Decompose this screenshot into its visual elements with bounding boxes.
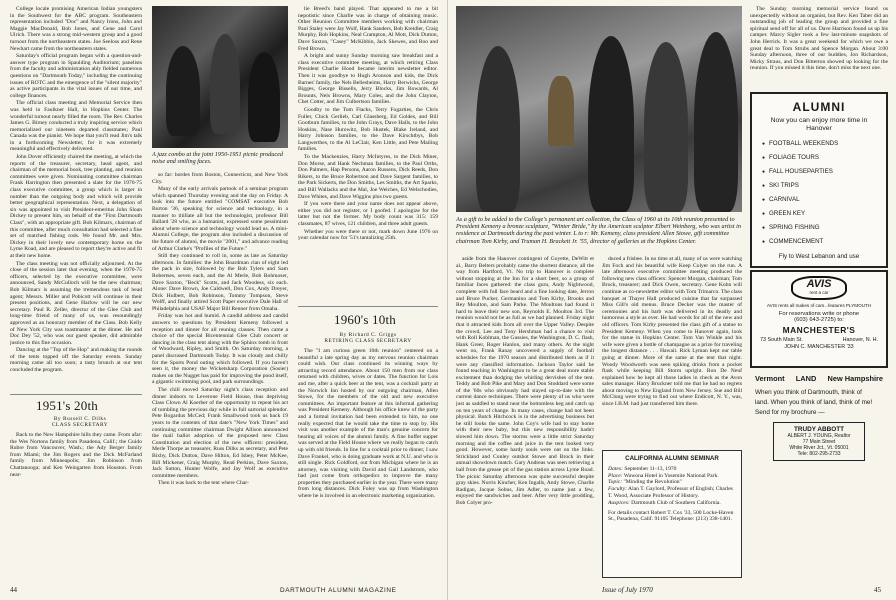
seminar-auspices-value: Dartmouth Club of Southern California.	[631, 499, 721, 506]
byline-role: RETIRING CLASS SECRETARY	[324, 338, 412, 344]
land-ad-nh: New Hampshire	[827, 374, 883, 383]
alumni-ad-item: ● FOLIAGE TOURS	[762, 151, 882, 165]
seminar-faculty	[608, 486, 736, 500]
person-figure	[476, 46, 520, 212]
page-number-right: 45	[874, 586, 881, 594]
alumni-ad-item: ● SKI TRIPS	[762, 179, 882, 193]
seminar-faculty-value: Alan T. Gaylord, Professor of English; Charles T. Wood, Associate Professor of History.	[608, 486, 733, 499]
article-text: To the Mackenzies, Harry McIntyres, to the Dick Miner, Don Morse, and Hank Nechman families, to the Paul Orths, Don Palmers, Hap Persons, Aaron Russens, Dick Reeds, Don Rikers, to the Bruce Robertson and Dave Sargent families, to the Park Sickerts, the Don Smiths, Les Smiths, the Art Sparks, and Bill Wallacks and the Mal, Joe Welches, Ed Welschodies, Dave Whites, and Dave Wiggins plus two guests.	[298, 154, 438, 200]
headline-1960: 1960's 10th	[334, 312, 396, 327]
avis-address-town: Hanover, N. H.	[842, 337, 878, 343]
jazz-combo-photo	[152, 6, 288, 148]
avis-address	[756, 337, 882, 343]
alumni-ad-item: ● CARNIVAL	[762, 193, 882, 207]
right-col-b	[602, 256, 742, 446]
land-ad-land: LAND	[795, 374, 817, 383]
article-text: Back to the New Hampshire hills they came. From afar: the Wes Nortons family from Pasadena, Calif.; the Guido Rubre from Vancouver, Wash.; the Ady Berger family from Miami; the Jim Rogers and the Dick McFarland family from Minneapolis; Jim Robinson from Chattanooga; and Ken Weingarten from Houston. From near-	[10, 432, 142, 478]
article-text: Many of the early arrivals partook of a seminar program which spanned Thursday evening and the day on Friday. A look into the future entitled "COMSAT executive Bob Burton '36, speaking for science and technology, in a manner to titillate all but the technologist, professor Bill Ballard '28 who, as a humanist, expressed some pessimism about where science and technology would lead us. A mini-Alumni College, the program also included a discussion of the future of alumni, the movie "2001," and advance reading of Arthur Clarke's "Profiles of the Future."	[152, 186, 288, 252]
realtor-box	[773, 422, 865, 461]
article-text: The Sunday morning memorial service found us unexpectedly without an organist, but Rev. Ken Taber did an outstanding job of leading the group and provided a fine spiritual send off for all of us. Dave Harrison found us up his camper. Marcy Sigler took a few last-minute snapshots of John Herrick. It was a great weekend for which we owe a great deal to Tom Strubs and Spence Morgan. About 3:00 Sunday afternoon, three of our buddies, Jon Richardson, Micky Straus, and Don Bitterton showed up looking for the reunion. If you missed it this time, don't miss the next one.	[750, 6, 888, 72]
left-col-3	[298, 6, 438, 304]
realtor-agent: TRUDY ABBOTT	[793, 426, 845, 433]
article-text: duced a frisbee. In no time at all, many of us were watching Jim Foch and his beautiful wife Keep Colyer on the run. A late afternoon executive committee meeting produced the following new class officers: Spencer Morgan, chairman; Tom Brock, treasurer; and Dick Owen, secretary. Gene Kohn will continue as co-newsletter editor with Tom Trimarco. The class banquet at Thayer Hall produced cuisine that far surpassed Miss Gill's old menus. Bruce Decker was the master of ceremonies and his barb was delivered in its deadly and humorous a style as ever. He had words for all of the new and old officers. Tom Kirby presented the class gift of a statue to President Kemeny. When you come to Hanover again, look for the statue in Hopkins Center. Tom Van Winkle and his wife were given a bottle of champagne as a prize for traveling the longest distance . . . Hawaii. Rick Lyman kept our table going at dinner. More of the same at the tent that night. Woody Woodworth was seen spiking drinks from a pocket flask while keeping Bill Storm upright. Ron De Neuf explained how he kept all those ladies in check as the Avon sales manager. Harry Bruckner told me that he had no regrets about moving to New England from New Jersey. Sue and Bill McClung were trying to find out where Endicott, N. Y., was, since I.B.M. had just transferred him there.	[602, 256, 742, 408]
seminar-dates	[608, 466, 736, 473]
realtor-street: 77 Main Street	[802, 439, 836, 445]
divider	[298, 306, 438, 307]
seminar-topic-label: Topic:	[608, 479, 623, 486]
land-ad-vermont: Vermont	[755, 374, 785, 383]
sculpture	[548, 76, 574, 146]
alumni-travel-ad	[750, 92, 888, 268]
article-text: Whether you were there or not, mark down June 1976 on your calendar now for '51's tantalizing 25th.	[298, 228, 438, 242]
person-figure	[694, 32, 738, 212]
article-text: If you were there and your name does not appear above, either you did not register, or I goofed. I apologize for the latter but not the former. My body count was 315: 159 classmates, 87 wives, 121 children, and three adult guests.	[298, 201, 438, 227]
avis-logo-sub: rent a car	[809, 290, 829, 295]
article-text: The class meeting was not officially adjourned. At the close of the session later that evening, when the 1970-75 officers, selected by the executive committee, were announced, Sandy McCulloch will be the new chairman; Bob Kilmarx is assuming the tremendous task of head agent; Messrs. Miller and Pobicott will continue in their present positions, and Gene Harlow will be our new secretary. Paul R. Zeller, director of the Glee Club and long-time friend of many of us, was resoundingly approved as an honorary member of the Class. Bob Kelly of New York City was toastmaster at the dinner. He and Doc Dey '52, who was our guest speaker, did admirable justice to this fine occasion.	[10, 260, 142, 346]
person-figure	[644, 42, 688, 212]
seminar-place-value: Wawona Hotel in Yosemite National Park.	[623, 472, 719, 479]
article-text: Then it was back to the tent where Char-	[158, 480, 249, 487]
article-text: lie Breed's band played. That appeared to me a bit nepotistic since Charlie was in charge of obtaining music. Other Reunion Committee members working with chairman Paul Staley were Jay Wolf, Hank Sanders, Bob Kreidler, Craig Murphy, Bob Hopkins, Neal Crampton, Al Mott, Dick Dutton, Dave Saxton, "Casey" McKibbin, Jack Skewes, and Roo and Fred Brown.	[298, 6, 438, 52]
alumni-ad-tagline: Fly to West Lebanon and use	[778, 253, 860, 260]
right-col-c	[750, 6, 888, 88]
article-text: College locale promising American Indian youngsters in the Southwest for the ABC program. Southeastern representation included "Doc" and Nancy Irons, John and Maggie MacDonald, Bob Jones, and Gene and Carol Ulrich. There was a strong mid-western group and a good turnout from the northeastern states. Joe Seeloss and Rene Newhart came from the northeastern states.	[10, 6, 142, 52]
seminar-dates-label: Dates:	[608, 465, 623, 472]
article-text: Still they continued to roll in, some as late as Saturday afternoon. In families: the John Boardman clan of eight led the pack in size, followed by the Bob Tylers and Sam Robertses, seven each, and the Al Merle, Bob Rohmoser, Dave Saxton, "Beck" Scotts, and Jack Woodess, six each. Alone: Dave Brown, Joe Caldwell, Don Cox, Andy Dreyer, Dick Hulbert, Bob Robinson, Tommy Tompson, Steve Wolff, and finally attired Scott Paper executive Dale Hall of Philadelphia and USAF Major Bill Renner from Omaha.	[152, 253, 288, 312]
byline-1960	[318, 332, 418, 344]
vermont-land-ad	[750, 370, 888, 502]
land-ad-header	[755, 374, 883, 383]
article-text: The official class meeting and Memorial Service then was held in Faulkner Hall, in Hopkins Center. The wonderful turnout nearly filled the room. The Rev. Charles James G. Birney conducted a truly inspiring service which memorialized our nineteen departed classmates; Paul Canada was the pianist. We hope that you'll read Jim's talk in a forthcoming Newsletter, for it was extremely meaningful and effectively delivered.	[10, 100, 142, 153]
alumni-ad-item: ● SPRING FISHING	[762, 221, 882, 235]
seminar-faculty-label: Faculty:	[608, 486, 627, 493]
seminar-dates-value: September 11-13, 1970	[624, 465, 677, 472]
land-ad-line: Send for my brochure —	[755, 409, 825, 416]
sculpture-presentation-photo	[456, 6, 742, 212]
article-text: aside from the Hanover contingent of Goyette, DeWitt et al., Barry Belters probably came the shortest distance, all the way from Hartford, Vt. No trip to Hanover is complete without stopping at the Inn for a short beer, so a group of familiar faces gathered: the class guru, Andy Nightwood, complete with full face beard and a fine looking date, Jerron and Bruce Pucker, Germanino and Tom Kirby, Brooks and Rey Moulton, and Sam Parke. The Moultons had found it hard to leave their new son, Reynolds E. Moulton 3rd. The reunion would not be as full as we had planned. Friday night that it attracted kids from all over the Upper Valley. Despite the crowd, Lee and Tony Hershman had a chance to visit with Roll Kohlman, the Gussies, the Washington, D. C. flash, Hank Greer, Roger Hanlon, and many others. At the night went on, Frank Ranay uncovered a supply of football schedules for the 1970 season and distributed them as if it were any classified information. Jackson Taylor said he found teaching in Washington to be a great deal more stable excitement than dodging the whirling dervishes of the tent. Teddy and Bob Pike and Mary and Don Stoddard were some of the '60s who obviously had stayed up-to-date with the current dance techniques. There were plenty of us who were just as saddled to stand near the bottomless keg and catch up on ten years of change. In many cases, change had not been physical. Butch Hitchcock is in the advertising business but he still looks the same. John Coy's wife had to stay home with their new baby, but this new responsibility hadn't slowed him down. The storms were a little strict Saturday morning and the coffee and juice in the tent looked very good. However, some hardy souls were out on the links. Strickland and Conley outshot Stowe and Brock in their annual showdown match. Gary Andreas was seen retrieving a ball from the grease pit of the gas station across Lyme Road. The picnic Saturday afternoon was quite successful despite gray skies. Norris Kincher, Ken Ingalls, Andy Stowe, Charlie Radigan, Jacque Sobus, Jim Adler, to name just a few, enjoyed the sandwiches and beer. After very little prodding, Bob Colyer pro-	[456, 256, 594, 506]
headline-1951: 1951's 20th	[36, 398, 98, 413]
article-text: Friday was hot and humid. A candid address and candid answers to questions by President Kemeny followed a reception and dinner for all reuning classes. Then came a choice of the special Bicentennial Glee Club concert or dancing in the class tent along with the Sphinx tomb in front of Woodward, Ripley, and Smith. On Saturday morning, a panel discussed Dartmouth Today. It was cloudy and chilly for the Sports Pond outing which followed. If you haven't seen it, the money the Wicketsharp Corporation (Sosier) makes on the Nugget has paid for improving the pond itself, a gigantic swimming pool, and park surroundings.	[152, 313, 288, 386]
article-text: Saturday's official program began with a question-and-answer type program in Spaulding Auditorium; panelists from the faculty and administration ably fielded numerous questions on "Dartmouth Today," including the continuing issues of ROTC and the emergence of the "silent majority" as active participants in the vital issues of our time, and college finances.	[10, 53, 142, 99]
realtor-tel: Tele: 802-295-2733	[797, 451, 841, 457]
avis-logo-text: AVIS	[806, 278, 832, 290]
avis-logo	[791, 276, 847, 300]
article-text: A bright and sunny Sunday morning saw breakfast and a class executive committee meeting, at which retiring Class President Charlie Hood became interim newsletter editor. Then it was goodbye to Hugh Aronson and kids, the Dick Barnes' family, the Nels Bellesheims, Harry Berwicks, George Bigges, George Bissells, Jerry Blocks, Jim Bowards, Al Brounts, Nels Browns, Mary Coles, and the John Clayton, Chet Cotter, and Jim Culbertson families.	[298, 53, 438, 106]
page-number-left: 44	[10, 586, 17, 594]
person-figure	[588, 36, 634, 212]
story-1960-opening	[298, 348, 438, 582]
avis-dealer-name: MANCHESTER'S	[782, 325, 856, 335]
land-ad-line: land. When you think of land, think of me!	[755, 399, 873, 406]
byline-role: CLASS SECRETARY	[51, 422, 109, 428]
left-col-2	[152, 172, 288, 582]
alumni-ad-item: ● FOOTBALL WEEKENDS	[762, 137, 882, 151]
seminar-auspices	[608, 500, 736, 507]
avis-phone: (603) 643-2725) to:	[794, 317, 844, 323]
byline-name: By Richard C. Griggs	[339, 332, 397, 338]
issue-label: Issue of July 1970	[602, 586, 653, 594]
left-col-1	[10, 6, 142, 394]
alumni-ad-item: ● FALL HOUSEPARTIES	[762, 165, 882, 179]
byline-1951	[40, 416, 120, 428]
article-text: The chill moved Saturday night's class reception and dinner indoors to Leverone Field House, thus depriving Class Clown Al Koerber of the opportunity to repeat his act of tumbling the previous day while in full sartorial splendor. Pete Bogardus McCed; Frank Smallwood took us back 19 years to the contents of that date's "New York Times" and continuing committee chairman Dwight Allison announced the mail ballot adoption of the proposed new Class Constitution and election of the new officers: president, Merle Thorpe as treasurer, Russ Dilks as secretary, and Pete Bixby, Dick Dutton, Dave Hilton, Ed Isbey, Peter McKee, Bill Mickener, Craig Murphy, Read Perkins, Dave Saxton, Jack Sutton, Hunter Wolfe, and Jay Wolf as executive committee members.	[152, 387, 288, 479]
realtor-city: White River Jct., Vt. 05001	[789, 445, 849, 451]
magazine-title-footer: DARTMOUTH ALUMNI MAGAZINE	[280, 587, 397, 594]
byline-name: By Russell C. Dilks	[53, 416, 107, 422]
avis-owner: JOHN C. MANCHESTER '33	[784, 344, 854, 350]
musician-figure	[210, 34, 240, 134]
seminar-place-label: Place:	[608, 472, 623, 479]
seminar-topic-value: "Minding the Revolution"	[623, 479, 682, 486]
article-text: John Dover efficiently chaired the meeting, at which the reports of the treasurer, secretary, head agent, and chairman of the memorial book, tree planting, and reunion committees were given. Nominating committee chairman Frank Harrington then presented a slate for the 1970-75 class executive committee, a group which is larger in number than the outgoing body and which will provide better geographical representation. Next, a delegation of six was appointed to visit President-emeritus John Sloan Dickey to present him, on behalf of the "First Dartmouth Class", with an appropriate gift. Bob Kilmarx, chairman of this committee, after much consultation had selected a fine set of matched fishing rods. We found Mr. and Mrs. Dickey in their lovely new contemporary home on the Lyme Road, and are pleased to report they're active and fit at their new home.	[10, 154, 142, 259]
alumni-ad-item: ● GREEN KEY	[762, 207, 882, 221]
sculpture-photo-caption: As a gift to be added to the College's permanent art collection, the Class of 1960 at its 10th reunion presented to President Kemeny a bronze sculpture, "Winter Bride," by the American sculptor Elbert Weinberg, who was artist in residence at Dartmouth during the past winter. L to r: Mr. Kemeny, class president Allen Stowe, gift committee chairman Tom Kirby, and Truman H. Brackett Jr. '55, director of galleries at the Hopkins Center.	[456, 216, 741, 245]
california-seminar-box	[602, 450, 742, 578]
avis-reservations: For reservations write or phone	[778, 311, 860, 317]
seminar-place	[608, 473, 736, 480]
musician-figure	[248, 52, 280, 142]
avis-slogan: AVIS rents all makes of cars...features PLYMOUTH	[766, 303, 872, 308]
divider	[10, 394, 142, 395]
right-col-a	[456, 256, 594, 586]
article-text: so far: hordes from Boston, Connecticut, and New York City.	[152, 172, 288, 185]
alumni-ad-title: ALUMNI	[792, 100, 846, 114]
article-text: Dancing at the "Top of the Hop" and making the rounds of the tents topped off the Saturday events. Sunday morning came all too soon; a tasty brunch at our tent concluded the program.	[10, 347, 142, 374]
article-text: The "I am curious green 10th reunion" centered on a beautiful a late spring day as my nervous reunion chairman could wish. Our class continued its winning ways by attracting record attendance. About 150 men from our class returned with children, wives or dates. The function for Lois and me, after a quick beer at the tent, was a cocktail party at the Norwich Inn hosted by our outgoing chairman, Allen Stowe, for the members of the old and new executive committees. An important feature at this informal gathering was President Kemeny. Although his office knew of the party and a formal invitation had been extended to him, no one really expected that he would take the time to stop by. His visit was another example of the man's genuine concern for hearing all voices of the alumni family. A fine buffet supper was served at the Field House where we really began to catch up with old friends. In line for a cocktail prior to dinner, I saw Dave Frankel, who is doing graduate work at N.U. and who is still single. Rick Goldford, out from Michigan where he is an attorney, was visiting with David and Gail Landstrom, who had just come from orthopedics to improve the many properties they purchased earlier in the year. There were many from long distances. Dick Foley was up from Washington where he is involved in an electronic marketing organization.	[298, 348, 438, 500]
article-text: Goodby to the Tom Flacks, Terry Fogarties, the Chris Fuller, Chick Gerlieb, Carl Glassberg, Ed Goldes, and Bill Gootburn families, to the John Grays, Dave Halls, to the John Hoskins, Nase Hurowitz, Bob Hustek, Blake Ireland, and Harry Johnson families, to the Dave Kirschtbys, Bob Langwerthes, to the Al LeClair, Ken Little, and Pete Mailing families.	[298, 106, 438, 153]
jazz-photo-caption: A jazz combo at the joint 1950-1951 picnic produced noise and smiling faces.	[152, 151, 283, 166]
right-page	[448, 0, 896, 600]
realtor-company: ALBERT J. YOUNG, Realtor	[787, 433, 851, 439]
seminar-auspices-label: Auspices:	[608, 499, 630, 506]
alumni-ad-list	[756, 137, 882, 249]
alumni-ad-item: ● COMMENCEMENT	[762, 235, 882, 249]
alumni-ad-subtitle: Now you can enjoy more time in Hanover	[770, 117, 868, 132]
seminar-details: For details contact Robert T. Cox '33, 500 Locke-Haven St., Pasadena, Calif. 91105 Telephone: (213) 338-1401.	[608, 509, 734, 523]
seminar-title: CALIFORNIA ALUMNI SEMINAR	[625, 455, 719, 462]
land-ad-line: When you think of Dartmouth, think of	[755, 389, 862, 396]
avis-address-street: 73 South Main St.	[760, 337, 803, 343]
musician-figure	[166, 46, 200, 136]
avis-manchester-ad	[750, 270, 888, 368]
story-1951-opening	[10, 432, 142, 582]
